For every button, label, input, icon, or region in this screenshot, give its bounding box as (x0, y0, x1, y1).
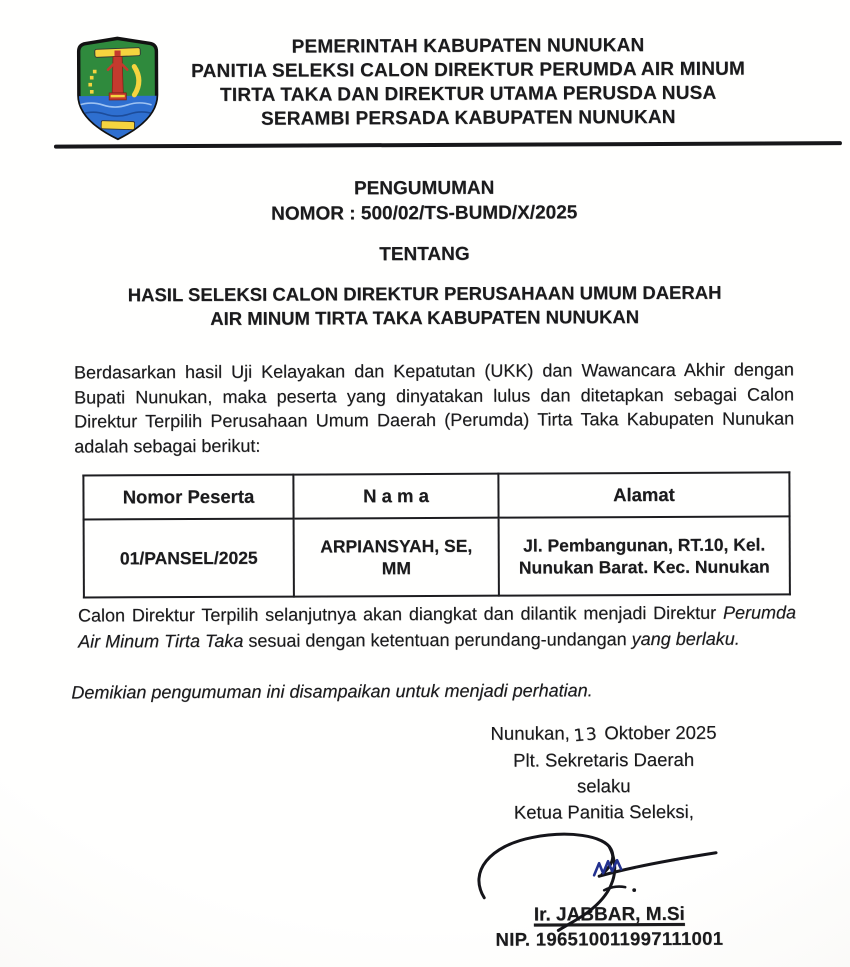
letterhead-line-4: SERAMBI PERSADA KABUPATEN NUNUKAN (260, 106, 676, 130)
column-header-nomor-peserta: Nomor Peserta (83, 475, 293, 520)
letterhead-line-2: PANITIA SELEKSI CALON DIREKTUR PERUMDA AIR MINUM (191, 58, 746, 83)
column-header-nama: N a m a (293, 474, 498, 519)
opening-paragraph: Berdasarkan hasil Uji Kelayakan dan Kepatutan (UKK) dan Wawancara Akhir dengan Bupati Nunukan, maka peserta yang dinyatakan lulus dan ditetapkan sebagai Calon Direktur Terpilih Perusahaan Umum Daerah (Perumda) Tirta Taka Kabupaten Nunukan adalah sebagai berikut: (73, 359, 795, 457)
column-header-alamat: Alamat (498, 472, 789, 517)
closing-paragraph-1-part3: sesuai dengan ketentuan perundang-undangan (243, 628, 632, 651)
table-row (84, 516, 790, 597)
signature-block (453, 720, 753, 826)
document-type-title: PENGUMUMAN (353, 177, 495, 200)
subject-line-1: HASIL SELEKSI CALON DIREKTUR PERUSAHAAN UMUM DAERAH (127, 281, 722, 306)
cell-nomor-peserta: 01/PANSEL/2025 (84, 519, 294, 598)
closing-paragraph-1-part4: yang berlaku. (631, 628, 740, 649)
signatory-nip: NIP. 196510011997111001 (495, 927, 724, 950)
closing-paragraph-1 (78, 600, 796, 654)
signatory-name: Ir. JABBAR, M.Si (533, 903, 685, 926)
cell-alamat: Jl. Pembangunan, RT.10, Kel. Nunukan Barat. Kec. Nunukan (499, 516, 790, 595)
letterhead (93, 33, 842, 132)
signature-date-rest: Oktober 2025 (604, 721, 717, 744)
tentang-label: TENTANG (379, 243, 470, 266)
signature-date-handwritten: 13 (572, 724, 600, 747)
signature-position-1: Plt. Sekretaris Daerah (513, 748, 695, 771)
document-number: NOMOR : 500/02/TS-BUMD/X/2025 (271, 202, 578, 225)
cell-nama: ARPIANSYAH, SE, MM (294, 518, 499, 597)
subject-block (0, 280, 850, 332)
signature-position-2: selaku (576, 775, 631, 797)
document-title-block (0, 174, 849, 228)
handwritten-signature-mark (462, 823, 734, 934)
signature-position-3: Ketua Panitia Seleksi, (513, 800, 694, 823)
closing-paragraph-1-part1: Calon Direktur Terpilih selanjutnya akan diangkat dan dilantik menjadi Direktur (77, 602, 723, 626)
letterhead-line-3: TIRTA TAKA DAN DIREKTUR UTAMA PERUSDA NUSA (219, 82, 717, 106)
subject-line-2: AIR MINUM TIRTA TAKA KABUPATEN NUNUKAN (210, 306, 640, 329)
signature-place-date (453, 720, 753, 748)
results-table (82, 471, 791, 598)
closing-paragraph-1-part2: Perumda Air Minum Tirta Taka (78, 602, 797, 652)
closing-paragraph-2: Demikian pengumuman ini disampaikan untuk menjadi perhatian. (71, 680, 593, 703)
table-header-row (83, 472, 789, 519)
letterhead-divider (54, 141, 842, 148)
signature-place: Nunukan, (490, 722, 570, 744)
letterhead-line-1: PEMERINTAH KABUPATEN NUNUKAN (291, 35, 645, 58)
